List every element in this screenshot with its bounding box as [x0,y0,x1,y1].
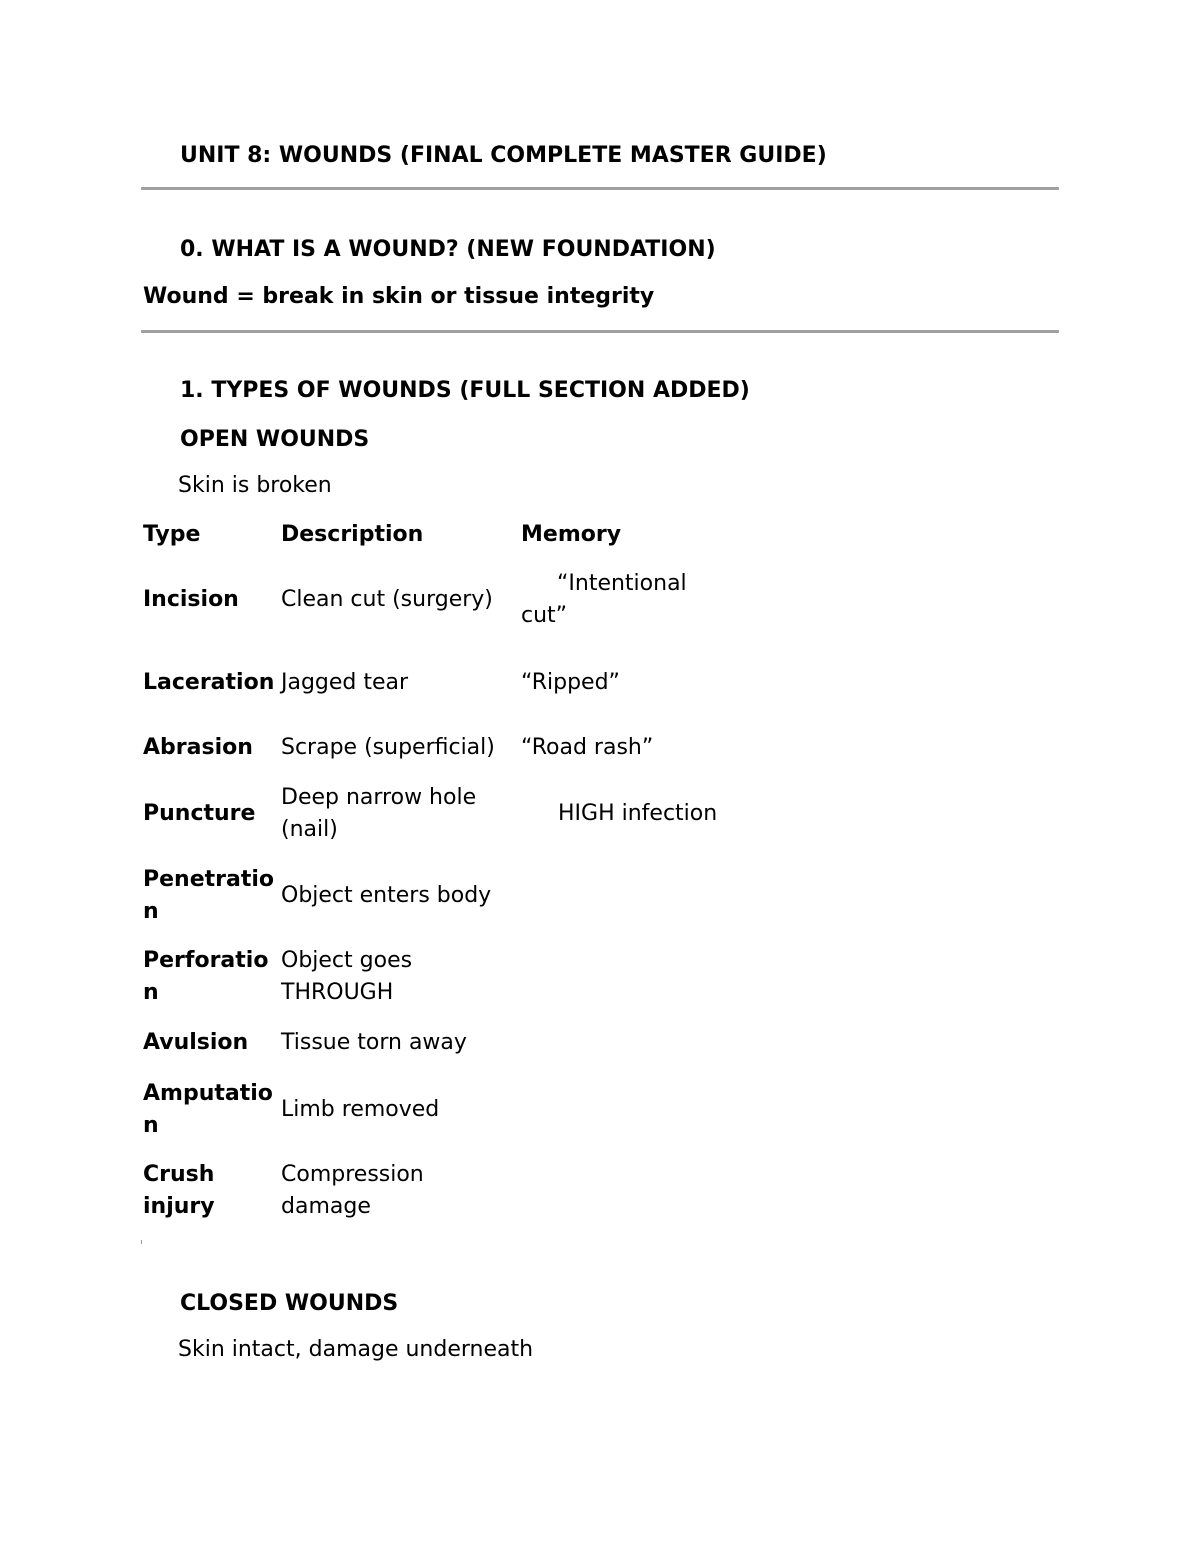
open-wounds-note: Skin is broken [178,473,332,498]
open-wounds-heading: OPEN WOUNDS [180,427,370,452]
table-row-description: Object goes THROUGH [281,948,413,1005]
table-header-type: Type [143,522,201,547]
wound-definition: Wound = break in skin or tissue integrity [143,284,655,309]
section-0-heading: 0. WHAT IS A WOUND? (NEW FOUNDATION) [180,237,716,262]
table-row-type: Puncture [143,801,256,826]
divider-middle [141,330,1059,333]
closed-wounds-heading: CLOSED WOUNDS [180,1291,399,1316]
table-row-type: Incision [143,587,239,612]
table-row-description: Object enters body [281,883,492,908]
table-row-description: Clean cut (surgery) [281,587,493,612]
closed-wounds-note: Skin intact, damage underneath [178,1337,534,1362]
table-row-type: Crush injury [143,1162,215,1219]
divider-top [141,187,1059,190]
table-row-type: Perforation [143,948,269,1005]
table-row-description: Jagged tear [281,670,409,695]
table-row-description: Limb removed [281,1097,440,1122]
table-header-memory: Memory [521,522,622,547]
table-row-memory: “Ripped” [521,670,620,695]
table-row-description: Deep narrow hole (nail) [281,785,477,842]
table-row-memory: “Road rash” [521,735,654,760]
table-header-description: Description [281,522,424,547]
table-row-type: Amputation [143,1081,273,1138]
table-row-description: Scrape (superficial) [281,735,495,760]
section-1-heading: 1. TYPES OF WOUNDS (FULL SECTION ADDED) [180,378,750,403]
table-row-description: Compression damage [281,1162,424,1219]
table-row-type: Avulsion [143,1030,249,1055]
table-row-description: Tissue torn away [281,1030,467,1055]
table-row-type: Abrasion [143,735,253,760]
table-row-type: Laceration [143,670,275,695]
document-title: UNIT 8: WOUNDS (FINAL COMPLETE MASTER GUIDE) [180,143,827,168]
table-row-memory: HIGH infection [558,801,718,826]
table-row-type: Penetration [143,867,275,924]
table-end-mark [141,1240,142,1244]
table-row-memory: “Intentional cut” [521,571,687,628]
